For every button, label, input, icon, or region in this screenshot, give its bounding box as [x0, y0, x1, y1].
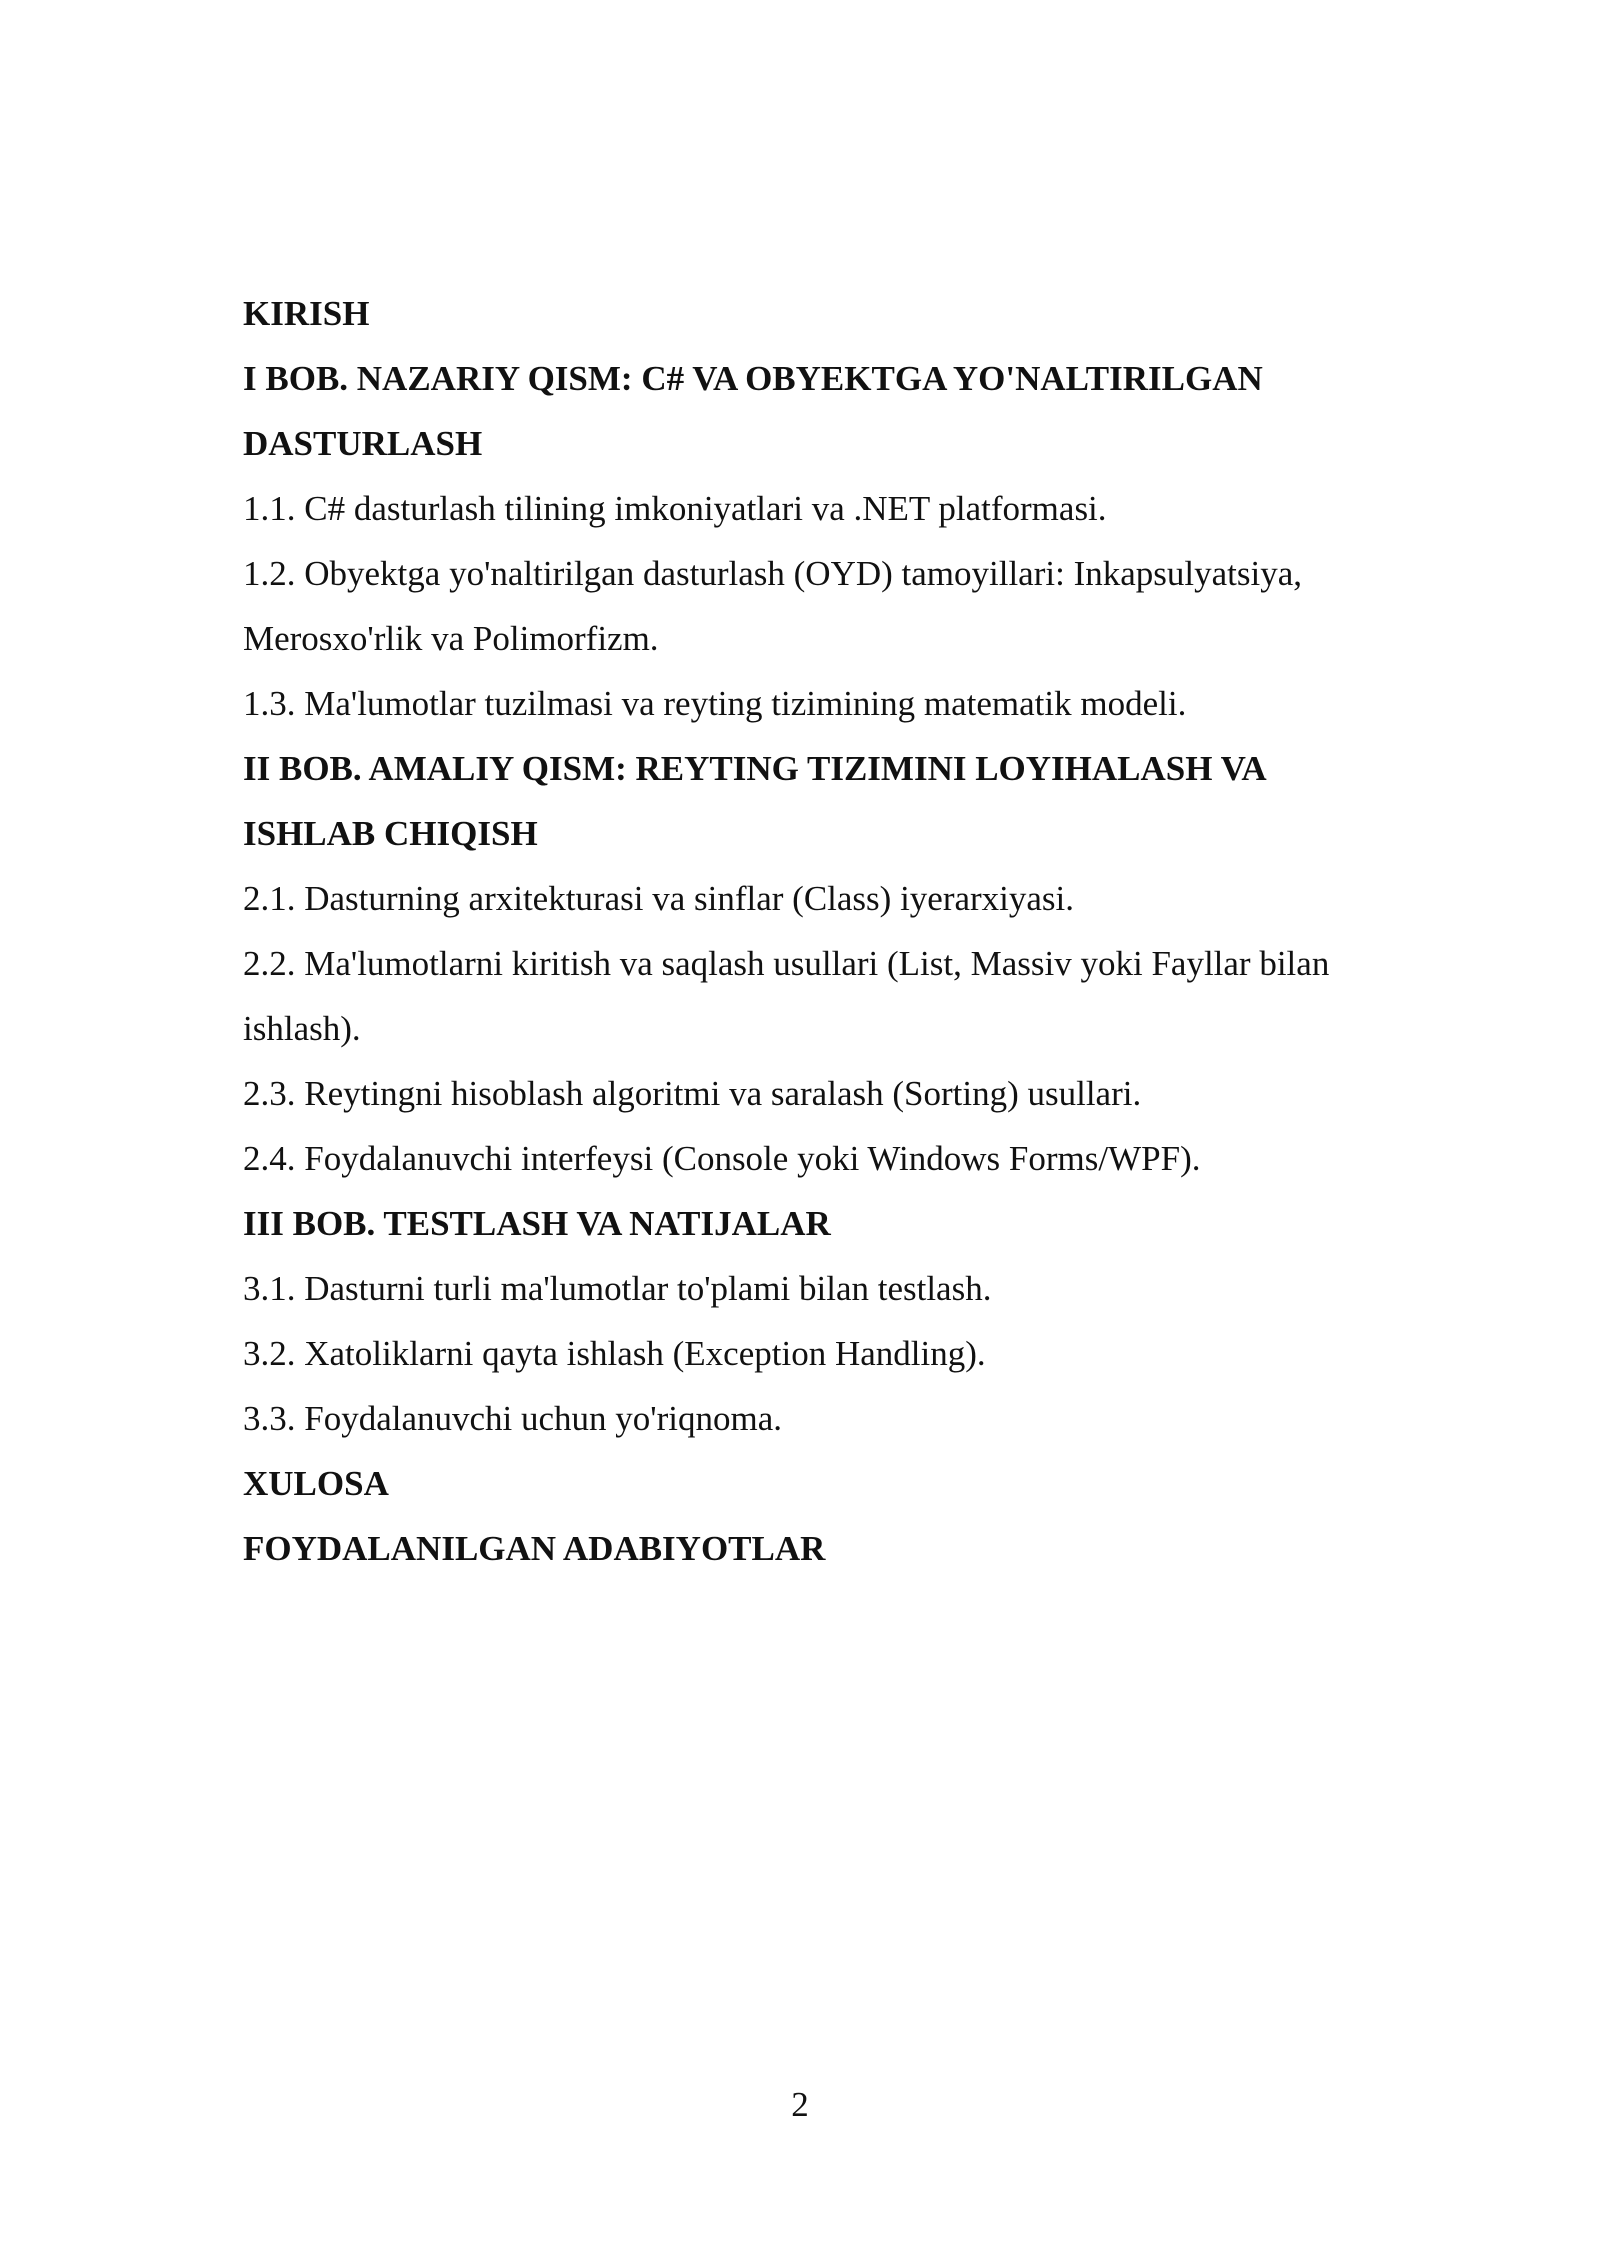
- toc-heading-references: FOYDALANILGAN ADABIYOTLAR: [243, 1529, 826, 1568]
- toc-item-1-2-cont: Merosxo'rlik va Polimorfizm.: [243, 619, 659, 658]
- toc-heading-chapter-3: III BOB. TESTLASH VA NATIJALAR: [243, 1204, 831, 1243]
- toc-heading-chapter-2: II BOB. AMALIY QISM: REYTING TIZIMINI LOYIHALASH VA: [243, 749, 1267, 788]
- toc-item-2-3: 2.3. Reytingni hisoblash algoritmi va saralash (Sorting) usullari.: [243, 1074, 1142, 1113]
- toc-heading-chapter-2-cont: ISHLAB CHIQISH: [243, 814, 538, 853]
- toc-item-1-3: 1.3. Ma'lumotlar tuzilmasi va reyting tizimining matematik modeli.: [243, 684, 1187, 723]
- toc-item-1-1: 1.1. C# dasturlash tilining imkoniyatlari va .NET platformasi.: [243, 489, 1107, 528]
- page-number: 2: [791, 2085, 809, 2124]
- toc-item-2-4: 2.4. Foydalanuvchi interfeysi (Console yoki Windows Forms/WPF).: [243, 1139, 1201, 1178]
- toc-item-3-2: 3.2. Xatoliklarni qayta ishlash (Exception Handling).: [243, 1334, 986, 1373]
- toc-item-3-1: 3.1. Dasturni turli ma'lumotlar to'plami bilan testlash.: [243, 1269, 992, 1308]
- toc-heading-conclusion: XULOSA: [243, 1464, 389, 1503]
- toc-heading-chapter-1-cont: DASTURLASH: [243, 424, 483, 463]
- toc-item-2-2-cont: ishlash).: [243, 1009, 361, 1048]
- toc-heading-introduction: KIRISH: [243, 294, 370, 333]
- toc-item-3-3: 3.3. Foydalanuvchi uchun yo'riqnoma.: [243, 1399, 782, 1438]
- toc-item-2-2: 2.2. Ma'lumotlarni kiritish va saqlash usullari (List, Massiv yoki Fayllar bilan: [243, 944, 1330, 983]
- toc-item-2-1: 2.1. Dasturning arxitekturasi va sinflar (Class) iyerarxiyasi.: [243, 879, 1075, 918]
- toc-heading-chapter-1: I BOB. NAZARIY QISM: C# VA OBYEKTGA YO'NALTIRILGAN: [243, 359, 1263, 398]
- table-of-contents: [243, 281, 1443, 1581]
- toc-item-1-2: 1.2. Obyektga yo'naltirilgan dasturlash (OYD) tamoyillari: Inkapsulyatsiya,: [243, 554, 1302, 593]
